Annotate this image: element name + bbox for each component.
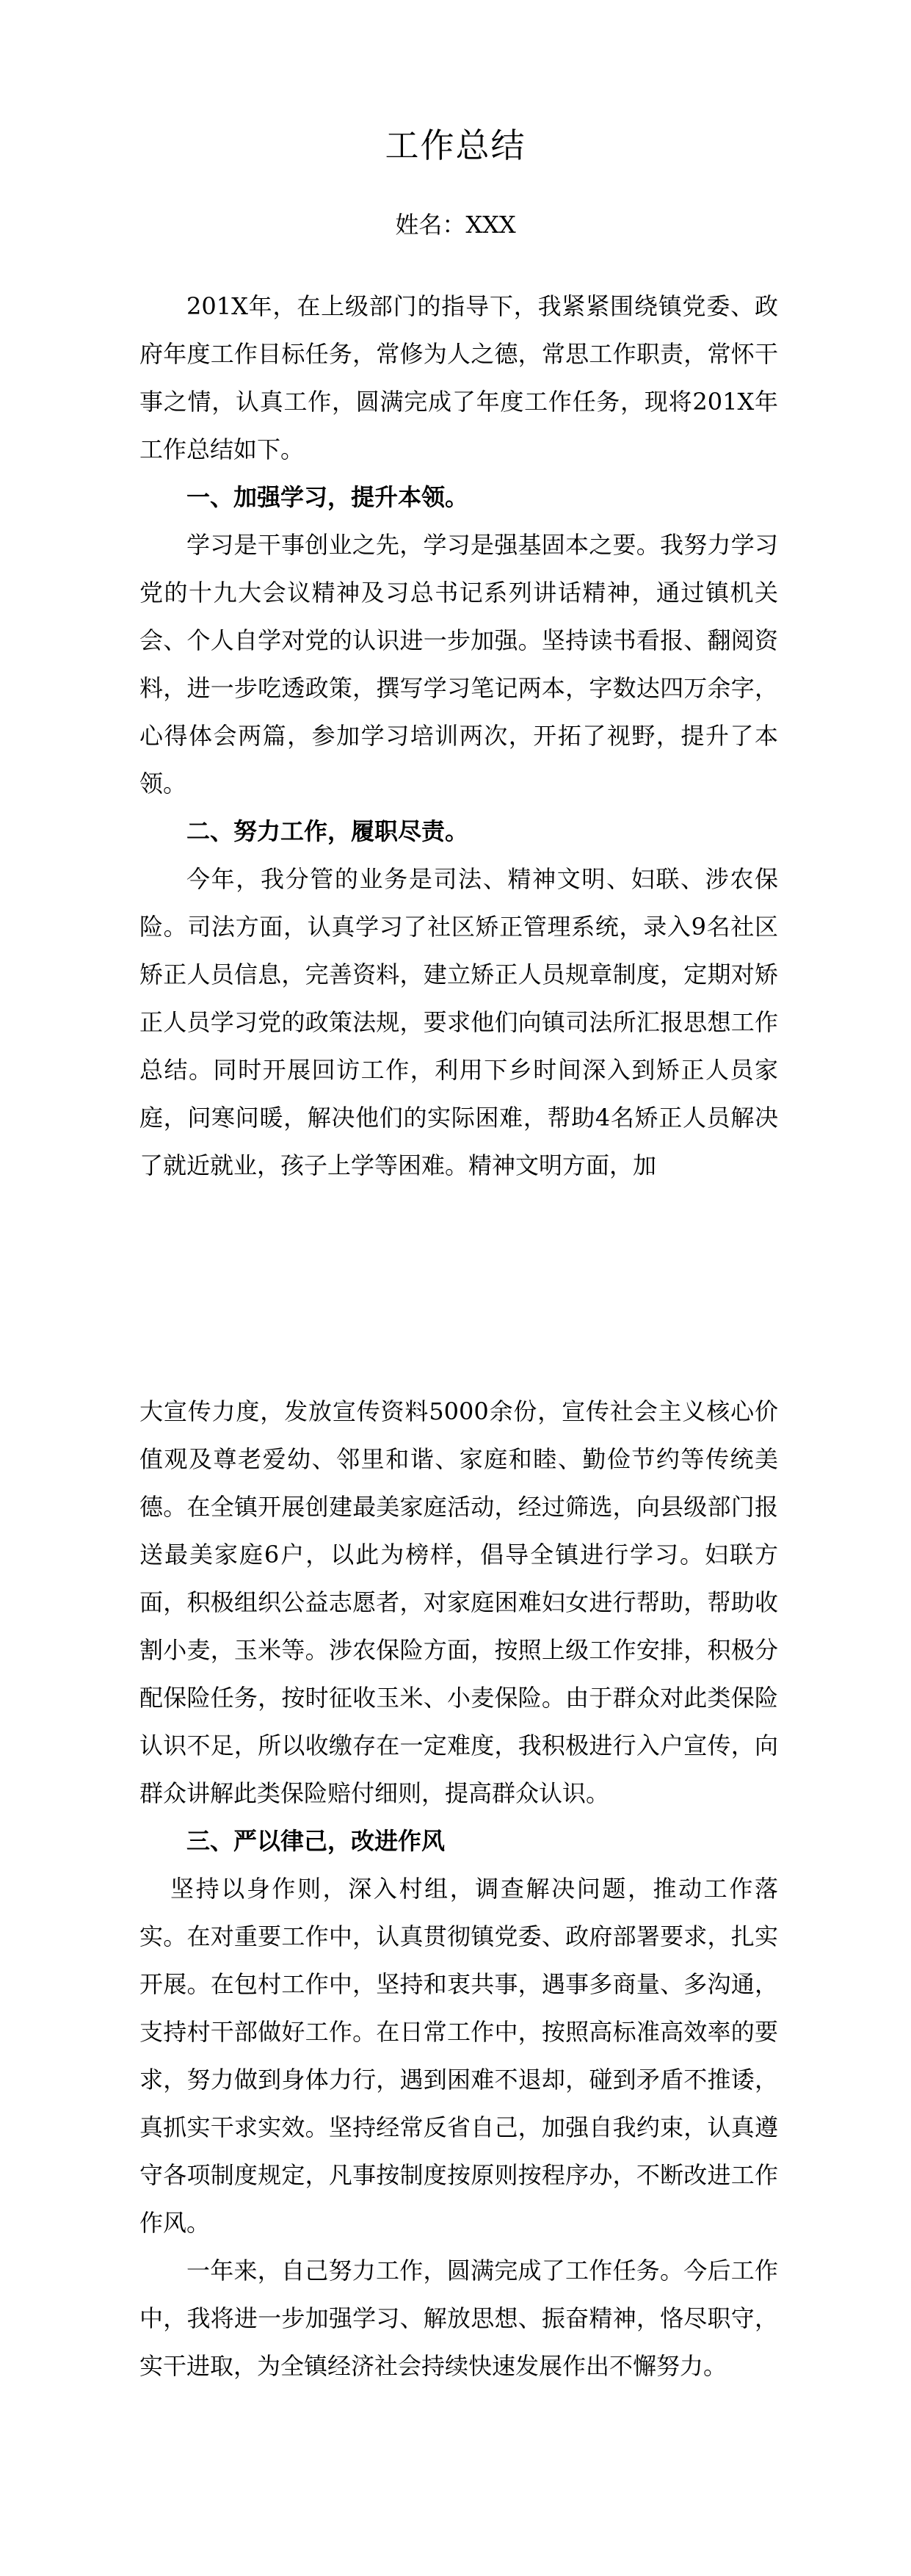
upper-text-block	[139, 283, 778, 1190]
section2-paragraph-part2: 大宣传力度，发放宣传资料5000余份，宣传社会主义核心价值观及尊老爱幼、邻里和谐、家庭和睦、勤俭节约等传统美德。在全镇开展创建最美家庭活动，经过筛选，向县级部门报送最美家庭6户，以此为榜样，倡导全镇进行学习。妇联方面，积极组织公益志愿者，对家庭困难妇女进行帮助，帮助收割小麦，玉米等。涉农保险方面，按照上级工作安排，积极分配保险任务，按时征收玉米、小麦保险。由于群众对此类保险认识不足，所以收缴存在一定难度，我积极进行入户宣传，向群众讲解此类保险赔付细则，提高群众认识。	[139, 1397, 778, 1807]
section2-paragraph-part1: 今年，我分管的业务是司法、精神文明、妇联、涉农保险。司法方面，认真学习了社区矫正管理系统，录入9名社区矫正人员信息，完善资料，建立矫正人员规章制度，定期对矫正人员学习党的政策法规，要求他们向镇司法所汇报思想工作总结。同时开展回访工作，利用下乡时间深入到矫正人员家庭，问寒问暖，解决他们的实际困难，帮助4名矫正人员解决了就近就业，孩子上学等困难。精神文明方面，加	[139, 865, 778, 1179]
section3-heading: 三、严以律己，改进作风	[186, 1827, 446, 1855]
intro-paragraph: 201X年，在上级部门的指导下，我紧紧围绕镇党委、政府年度工作目标任务，常修为人之德，常思工作职责，常怀干事之情，认真工作，圆满完成了年度工作任务，现将201X年工作总结如下。	[139, 292, 778, 463]
document-title: 工作总结	[385, 126, 526, 165]
lower-text-block	[139, 1388, 778, 2390]
section1-paragraph: 学习是干事创业之先，学习是强基固本之要。我努力学习党的十九大会议精神及习总书记系列讲话精神，通过镇机关会、个人自学对党的认识进一步加强。坚持读书看报、翻阅资料，进一步吃透政策，撰写学习笔记两本，字数达四万余字，心得体会两篇，参加学习培训两次，开拓了视野，提升了本领。	[139, 531, 778, 797]
conclusion-paragraph: 一年来，自己努力工作，圆满完成了工作任务。今后工作中，我将进一步加强学习、解放思想、振奋精神，恪尽职守，实干进取，为全镇经济社会持续快速发展作出不懈努力。	[139, 2257, 778, 2380]
section2-heading: 二、努力工作，履职尽责。	[186, 817, 469, 845]
section1-heading: 一、加强学习，提升本领。	[186, 483, 469, 511]
author-line: 姓名：XXX	[395, 211, 516, 239]
section3-paragraph: 坚持以身作则，深入村组，调查解决问题，推动工作落实。在对重要工作中，认真贯彻镇党委、政府部署要求，扎实开展。在包村工作中，坚持和衷共事，遇事多商量、多沟通，支持村干部做好工作。在日常工作中，按照高标准高效率的要求，努力做到身体力行，遇到困难不退却，碰到矛盾不推诿，真抓实干求实效。坚持经常反省自己，加强自我约束，认真遵守各项制度规定，凡事按制度按原则按程序办，不断改进工作作风。	[139, 1875, 778, 2237]
